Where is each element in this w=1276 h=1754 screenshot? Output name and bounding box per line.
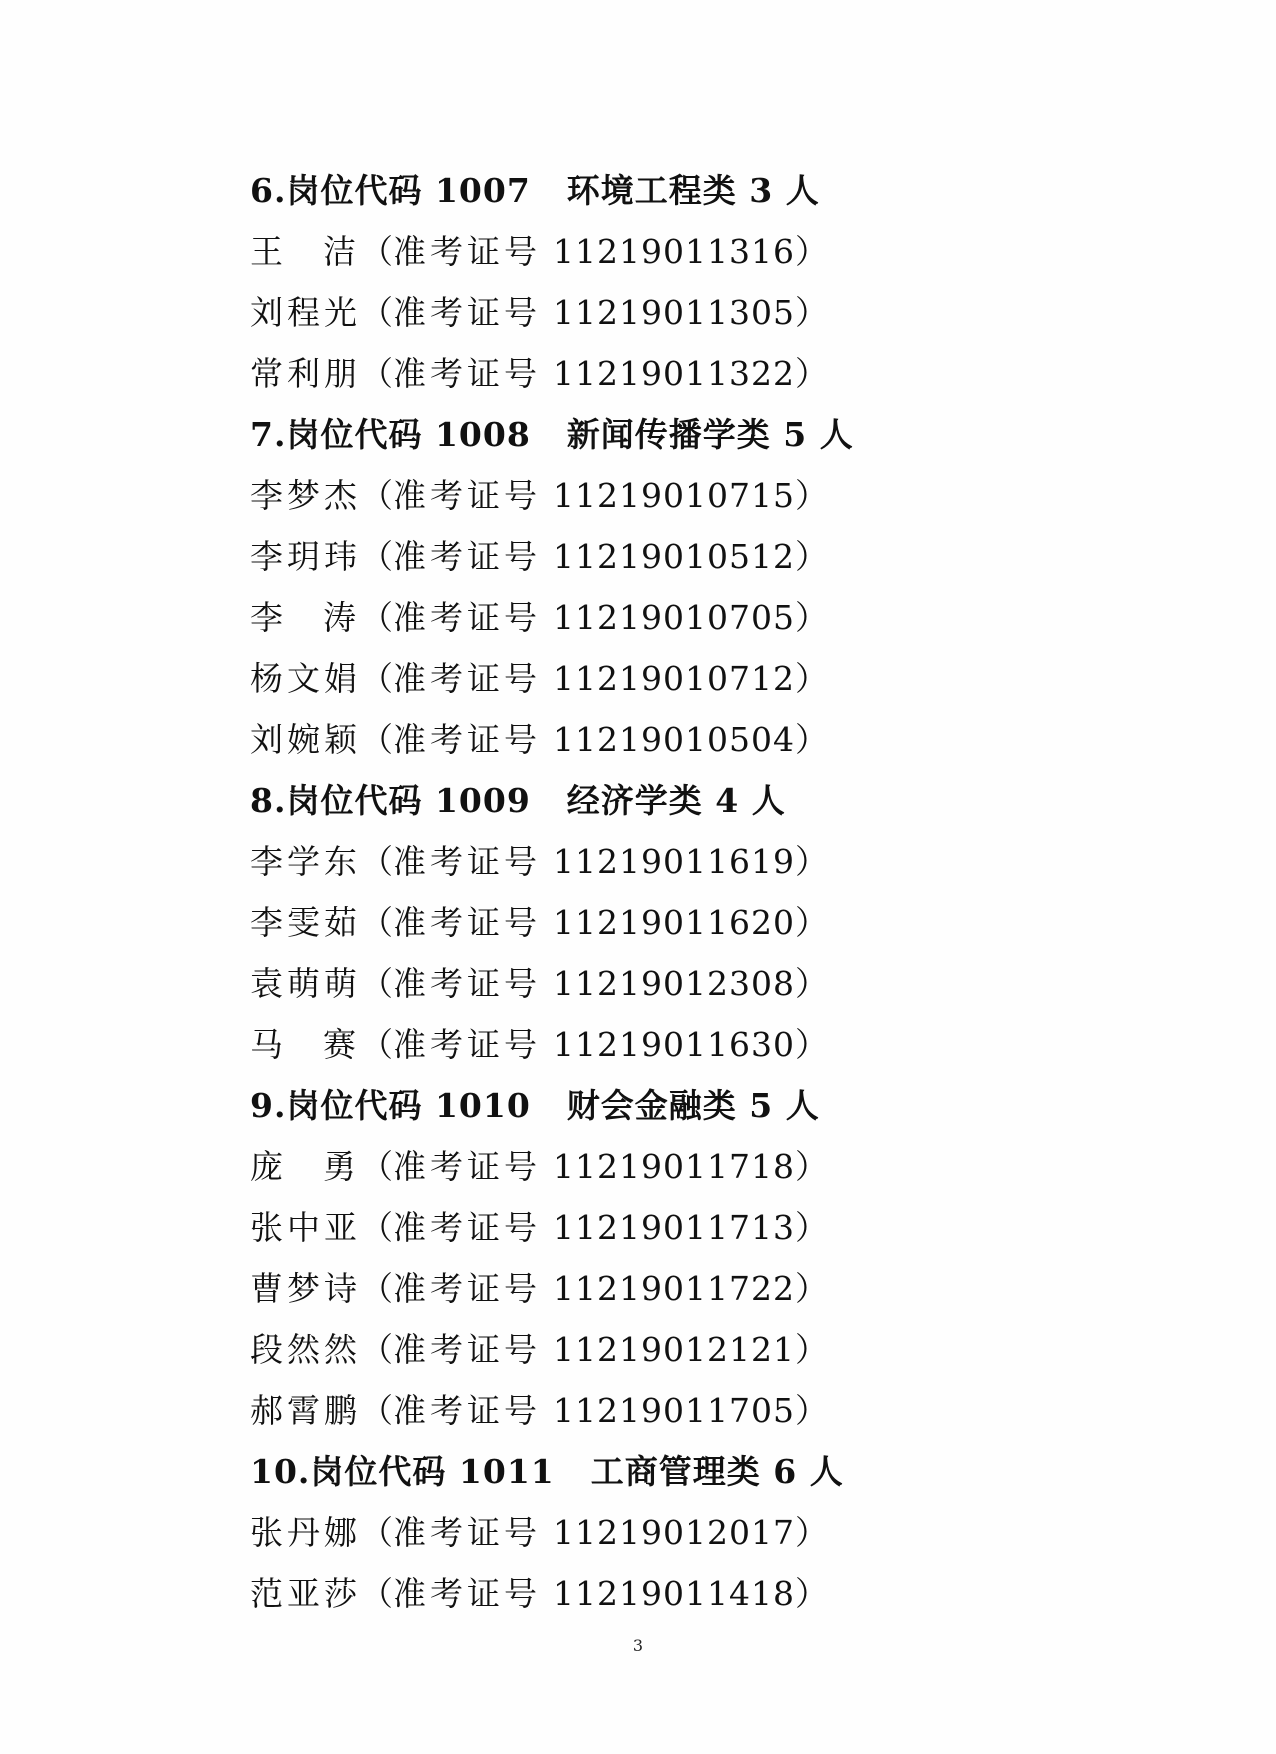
exam-id-number: 11219011620: [553, 903, 795, 942]
candidate-name: 李学东: [250, 842, 361, 881]
candidate-name: 李 涛: [250, 598, 360, 637]
candidate-entry: 马 赛（准考证号 11219011630）: [250, 1014, 1150, 1075]
candidate-entry: 刘程光（准考证号 11219011305）: [250, 282, 1150, 343]
candidate-name: 李玥玮: [250, 537, 361, 576]
candidate-entry: 段然然（准考证号 11219012121）: [250, 1319, 1150, 1380]
candidate-name: 段然然: [250, 1330, 361, 1369]
section-heading: [250, 160, 1150, 221]
exam-id-label: 准考证号: [393, 720, 541, 759]
candidate-entry: 王 洁（准考证号 11219011316）: [250, 221, 1150, 282]
candidate-name: 常利朋: [250, 354, 361, 393]
candidate-entry: 李 涛（准考证号 11219010705）: [250, 587, 1150, 648]
exam-id-number: 11219010705: [553, 598, 795, 637]
exam-id-label: 准考证号: [393, 1330, 541, 1369]
exam-id-label: 准考证号: [393, 903, 541, 942]
exam-id-label: 准考证号: [393, 598, 541, 637]
candidate-name: 杨文娟: [250, 659, 361, 698]
candidate-entry: 刘婉颖（准考证号 11219010504）: [250, 709, 1150, 770]
position-category: 环境工程类 3 人: [566, 171, 820, 210]
exam-id-number: 11219011705: [553, 1391, 795, 1430]
candidate-entry: 郝霄鹏（准考证号 11219011705）: [250, 1380, 1150, 1441]
exam-id-number: 11219011722: [553, 1269, 795, 1308]
candidate-name: 李雯茹: [250, 903, 361, 942]
exam-id-number: 11219012121: [553, 1330, 795, 1369]
position-category: 工商管理类 6 人: [590, 1452, 844, 1491]
candidate-entry: 庞 勇（准考证号 11219011718）: [250, 1136, 1150, 1197]
candidate-name: 张丹娜: [250, 1513, 361, 1552]
candidate-name: 刘婉颖: [250, 720, 361, 759]
candidate-name: 刘程光: [250, 293, 361, 332]
exam-id-label: 准考证号: [393, 1513, 541, 1552]
exam-id-number: 11219011718: [553, 1147, 795, 1186]
exam-id-label: 准考证号: [393, 1269, 541, 1308]
exam-id-number: 11219012308: [553, 964, 795, 1003]
candidate-name: 王 洁: [250, 232, 360, 271]
position-code: 7.岗位代码 1008: [250, 415, 531, 454]
exam-id-label: 准考证号: [393, 476, 541, 515]
position-code: 6.岗位代码 1007: [250, 171, 531, 210]
candidate-entry: 袁萌萌（准考证号 11219012308）: [250, 953, 1150, 1014]
exam-id-number: 11219011316: [553, 232, 795, 271]
candidate-entry: 李雯茹（准考证号 11219011620）: [250, 892, 1150, 953]
candidate-name: 庞 勇: [250, 1147, 360, 1186]
exam-id-label: 准考证号: [393, 537, 541, 576]
exam-id-number: 11219011713: [553, 1208, 795, 1247]
exam-id-label: 准考证号: [393, 1147, 541, 1186]
exam-id-number: 11219011305: [553, 293, 795, 332]
position-category: 新闻传播学类 5 人: [566, 415, 854, 454]
section-heading: [250, 1441, 1150, 1502]
page-number: 3: [632, 1636, 644, 1655]
candidate-name: 范亚莎: [250, 1574, 361, 1613]
candidate-name: 袁萌萌: [250, 964, 361, 1003]
exam-id-number: 11219011418: [553, 1574, 795, 1613]
position-code: 8.岗位代码 1009: [250, 781, 531, 820]
exam-id-number: 11219011322: [553, 354, 795, 393]
exam-id-number: 11219011630: [553, 1025, 795, 1064]
position-category: 财会金融类 5 人: [566, 1086, 820, 1125]
exam-id-label: 准考证号: [393, 1208, 541, 1247]
candidate-entry: 张丹娜（准考证号 11219012017）: [250, 1502, 1150, 1563]
exam-id-number: 11219010712: [553, 659, 795, 698]
exam-id-number: 11219011619: [553, 842, 795, 881]
candidate-list: [250, 160, 1150, 1624]
candidate-entry: 李玥玮（准考证号 11219010512）: [250, 526, 1150, 587]
candidate-entry: 杨文娟（准考证号 11219010712）: [250, 648, 1150, 709]
section-heading: [250, 1075, 1150, 1136]
section-heading: [250, 404, 1150, 465]
exam-id-label: 准考证号: [393, 964, 541, 1003]
position-code: 10.岗位代码 1011: [250, 1452, 555, 1491]
exam-id-label: 准考证号: [393, 1574, 541, 1613]
candidate-entry: 范亚莎（准考证号 11219011418）: [250, 1563, 1150, 1624]
exam-id-label: 准考证号: [393, 232, 541, 271]
exam-id-label: 准考证号: [393, 1391, 541, 1430]
candidate-entry: 李梦杰（准考证号 11219010715）: [250, 465, 1150, 526]
position-category: 经济学类 4 人: [566, 781, 786, 820]
candidate-entry: 常利朋（准考证号 11219011322）: [250, 343, 1150, 404]
exam-id-number: 11219010715: [553, 476, 795, 515]
candidate-entry: 曹梦诗（准考证号 11219011722）: [250, 1258, 1150, 1319]
candidate-entry: 李学东（准考证号 11219011619）: [250, 831, 1150, 892]
candidate-name: 郝霄鹏: [250, 1391, 361, 1430]
exam-id-label: 准考证号: [393, 1025, 541, 1064]
position-code: 9.岗位代码 1010: [250, 1086, 531, 1125]
exam-id-label: 准考证号: [393, 659, 541, 698]
exam-id-number: 11219012017: [553, 1513, 795, 1552]
section-heading: [250, 770, 1150, 831]
candidate-name: 李梦杰: [250, 476, 361, 515]
candidate-name: 曹梦诗: [250, 1269, 361, 1308]
exam-id-number: 11219010512: [553, 537, 795, 576]
exam-id-label: 准考证号: [393, 842, 541, 881]
candidate-entry: 张中亚（准考证号 11219011713）: [250, 1197, 1150, 1258]
candidate-name: 马 赛: [250, 1025, 360, 1064]
exam-id-label: 准考证号: [393, 354, 541, 393]
exam-id-number: 11219010504: [553, 720, 795, 759]
exam-id-label: 准考证号: [393, 293, 541, 332]
candidate-name: 张中亚: [250, 1208, 361, 1247]
